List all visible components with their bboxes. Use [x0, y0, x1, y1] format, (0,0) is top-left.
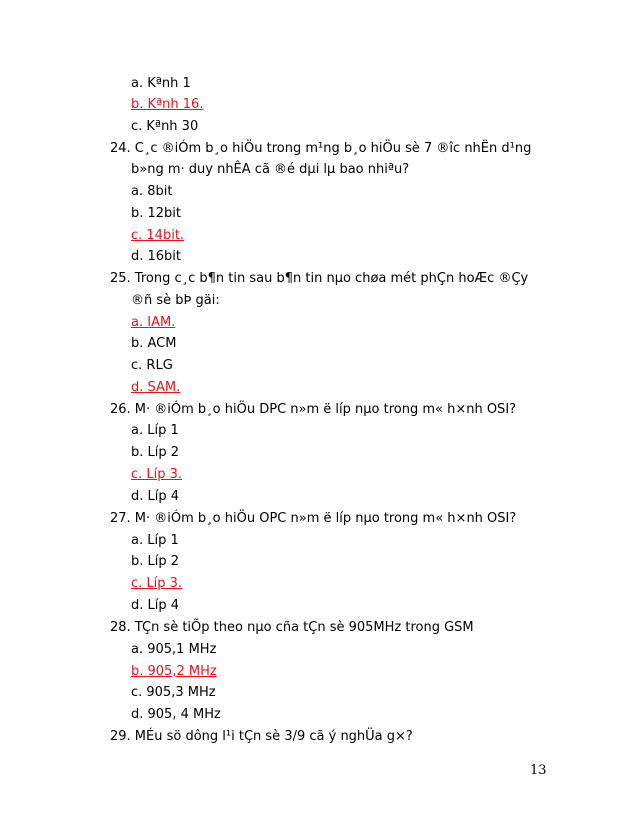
question-24-continued: b»ng m· duy nhÊA cã ®é dµi lµ bao nhiªu?: [131, 162, 410, 177]
answer-option: a. 8bit: [131, 184, 173, 199]
answer-option: b. Líp 2: [131, 445, 180, 460]
question-29: 29. MÉu sö dông l¹i tÇn sè 3/9 cã ý nghÜa g×?: [110, 729, 413, 744]
question-28: 28. TÇn sè tiÕp theo nµo cña tÇn sè 905MHz trong GSM: [110, 620, 474, 635]
answer-option: b. ACM: [131, 336, 177, 351]
answer-option: d. Líp 4: [131, 598, 180, 613]
answer-option-correct: a. IAM.: [131, 315, 176, 330]
page-number: 13: [530, 763, 547, 778]
answer-option: c. Kªnh 30: [131, 119, 199, 134]
answer-option: d. 905, 4 MHz: [131, 707, 221, 722]
answer-option: c. 905,3 MHz: [131, 685, 216, 700]
answer-option: b. Líp 2: [131, 554, 180, 569]
answer-option: d. 16bit: [131, 249, 182, 264]
answer-option: a. Kªnh 1: [131, 76, 191, 91]
answer-option: a. Líp 1: [131, 423, 179, 438]
answer-option: a. Líp 1: [131, 533, 179, 548]
question-24: 24. C¸c ®iÓm b¸o hiÖu trong m¹ng b¸o hiÖu sè 7 ®îc nhËn d¹ng: [110, 141, 532, 156]
question-25: 25. Trong c¸c b¶n tin sau b¶n tin nµo chøa mét phÇn hoÆc ®Çy: [110, 271, 529, 286]
answer-option-correct: d. SAM.: [131, 380, 181, 395]
answer-option: b. 12bit: [131, 206, 182, 221]
answer-option-correct: b. Kªnh 16.: [131, 97, 204, 112]
answer-option-correct: c. Líp 3.: [131, 467, 183, 482]
answer-option: a. 905,1 MHz: [131, 642, 217, 657]
question-26: 26. M· ®iÓm b¸o hiÖu DPC n»m ë líp nµo trong m« h×nh OSI?: [110, 402, 517, 417]
question-27: 27. M· ®iÓm b¸o hiÖu OPC n»m ë líp nµo trong m« h×nh OSI?: [110, 511, 517, 526]
answer-option-correct: c. 14bit.: [131, 228, 185, 243]
answer-option: c. RLG: [131, 358, 173, 373]
answer-option-correct: b. 905,2 MHz: [131, 664, 217, 679]
answer-option: d. Líp 4: [131, 489, 180, 504]
answer-option-correct: c. Líp 3.: [131, 576, 183, 591]
question-25-continued: ®ñ sè bÞ gäi:: [131, 293, 220, 308]
